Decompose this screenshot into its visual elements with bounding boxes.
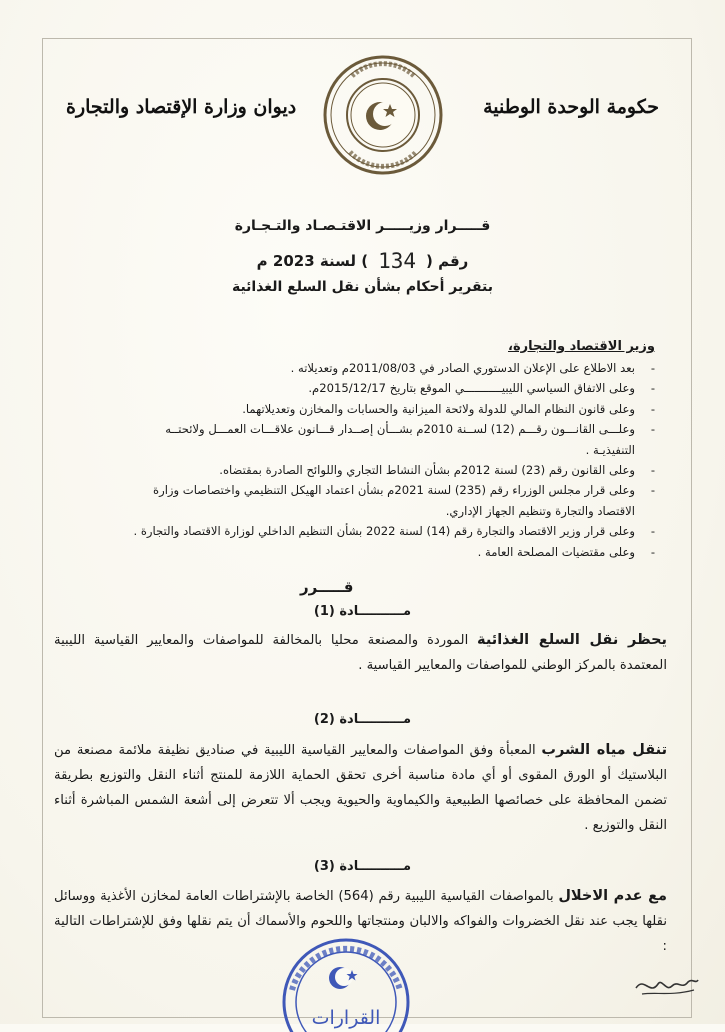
article-1-lead: يحظر نقل السلع الغذائية — [477, 632, 667, 648]
article-2-title: مــــــــــادة (2) — [313, 712, 412, 727]
article-3-text: بالمواصفات القياسية الليبية رقم (564) الخاصة بالإشتراطات العامة لمخازن الأغذية ووسائل نقلها يجب عند نقل الخضروات والفواكه والالبان ومنتجاتها واللحوم والأسماك أن يتم نقلها وفق للإشتراطات التالية : — [54, 889, 667, 954]
preamble-list — [125, 358, 635, 562]
preamble-item: - وعلى القانون رقم (23) لسنة 2012م بشأن النشاط التجاري واللوائح الصادرة بمقتضاه. — [125, 460, 635, 480]
state-emblem-seal — [322, 54, 444, 176]
official-stamp — [278, 932, 414, 1032]
number-prefix: رقم ( — [426, 252, 469, 270]
article-3-title: مــــــــــادة (3) — [313, 859, 412, 874]
stamp-label: القرارات — [311, 1007, 381, 1029]
government-name: حكومة الوحدة الوطنية — [483, 96, 659, 118]
decided-heading: قـــــرر — [300, 578, 354, 596]
decision-heading-line: قـــــرار وزيـــــر الاقتـصـاد والتـجـارة — [234, 218, 491, 234]
preamble-item: - وعلـــى القانـــون رقـــم (12) لســنة 2010م بشـــأن إصــدار قـــانون علاقـــات العمـــل ولائحتــه التنفيذيـة . — [125, 419, 635, 460]
article-2-lead: تنقل مياه الشرب — [541, 742, 668, 758]
decision-subject: بتقرير أحكام بشأن نقل السلع الغذائية — [231, 279, 494, 295]
preamble-item: - وعلى قرار مجلس الوزراء رقم (235) لسنة 2021م بشأن اعتماد الهيكل التنظيمي واختصاصات وزارة الاقتصاد والتجارة وتنظيم الجهاز الإداري. — [125, 480, 635, 521]
ministry-name: ديوان وزارة الإقتصاد والتجارة — [66, 96, 297, 118]
preamble-item: - وعلى قانون النظام المالي للدولة ولائحة الميزانية والحسابات والمخازن وتعديلاتهما. — [125, 399, 635, 419]
article-3-lead: مع عدم الاخلال — [558, 888, 667, 904]
preamble-item: - وعلى قرار وزير الاقتصاد والتجارة رقم (14) لسنة 2022 بشأن التنظيم الداخلي لوزارة الاقتصاد والتجارة . — [125, 521, 635, 541]
preamble-item: - وعلى الاتفاق السياسي الليبيـــــــــــي الموقع بتاريخ 2015/12/17م. — [125, 378, 635, 398]
handwritten-signature — [632, 966, 702, 1002]
preamble-item: - بعد الاطلاع على الإعلان الدستوري الصادر في 2011/08/03م وتعديلاته . — [125, 358, 635, 378]
number-suffix: ) لسنة 2023 م — [256, 252, 369, 270]
article-1-body — [54, 628, 667, 678]
minister-label: وزير الاقتصاد والتجارة، — [508, 339, 655, 354]
article-2-text: المعبأة وفق المواصفات والمعايير القياسية الليبية في صناديق نظيفة ملائمة مصنعة من البلاستيك أو الورق المقوى أو أي مادة مناسبة أخرى تحقق الحماية اللازمة للمنتج أثناء النقل والتوزيع بطريقة تضمن المحافظة على خصائصها الطبيعية والكيماوية والحيوية ويجب ألا تتعرض إلى أشعة الشمس المباشرة أثناء النقل والتوزيع . — [54, 743, 667, 833]
article-2-body — [54, 738, 667, 838]
article-1-title: مــــــــــادة (1) — [313, 604, 412, 619]
decision-number: 134 — [378, 249, 416, 273]
decision-number-line — [0, 247, 725, 271]
article-1-text: الموردة والمصنعة محليا بالمخالفة للمواصفات والمعايير القياسية الليبية المعتمدة بالمركز الوطني للمواصفات والمعايير القياسية . — [54, 633, 667, 673]
preamble-item: - وعلى مقتضيات المصلحة العامة . — [125, 542, 635, 562]
